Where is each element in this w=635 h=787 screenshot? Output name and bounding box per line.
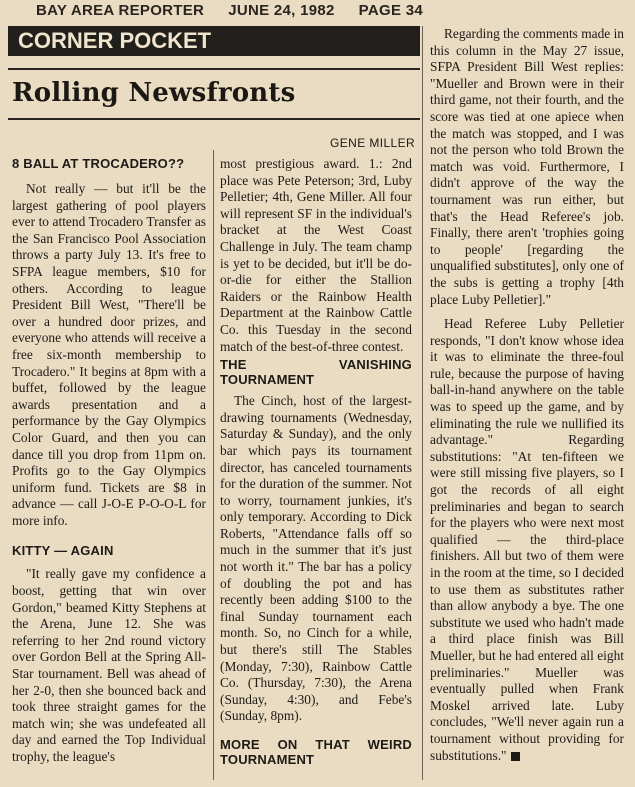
paragraph-bill-west: Regarding the comments made in this column in the May 27 issue, SFPA President Bill West replies: "Mueller and Brown were in their third game, not their fourth, and the score was tied at one apiece when the match was stopped, and I was not the person who told Brown the match was void. Furthermore, I didn't approve of the way the tournament was run either, but that's the Head Referee's job. Finally, there aren't 'trophies going to people' [regarding the unqualified substitutes], only one of the subs is getting a trophy [4th place Luby Pelletier]." — [430, 26, 624, 307]
paragraph-award-continued: most prestigious award. 1.: 2nd place was Pete Peterson; 3rd, Luby Pelletier; 4th, Gene Miller. All four will represent SF in the individual's bracket at the West Coast Challenge in July. The team champ is yet to be decided, but it'll be do-or-die for either the Stallion Raiders or the Rainbow Health Department at the Rainbow Cattle Co. this Tuesday in the second match of the best-of-three contest. — [220, 156, 412, 354]
newspaper-name: BAY AREA REPORTER — [36, 2, 205, 19]
paragraph-kitty: "It really gave my confidence a boost, getting that win over Gordon," beamed Kitty Stephens at the Arena, June 12. She was referring to her 2nd round victory over Gordon Bell at the Spring All-Star tournament. Bell was ahead of her 2-0, then she bounced back and took three straight games for the match win; she was undefeated all day and earned the Top Individual trophy, the league's — [12, 566, 206, 764]
column-banner: CORNER POCKET — [8, 26, 420, 56]
paragraph-luby-pelletier — [430, 316, 624, 764]
masthead — [36, 2, 426, 19]
headline-top-rule — [8, 68, 420, 70]
subhead-8-ball: 8 BALL AT TROCADERO?? — [12, 156, 185, 171]
column-divider-1 — [213, 150, 214, 780]
end-of-story-mark — [511, 752, 520, 761]
paragraph-trocadero: Not really — but it'll be the largest gathering of pool players ever to attend Trocadero Transfer as the San Francisco Pool Association throws a party July 13. It's free to SFPA league members, $10 for others. According to league President Bill West, "There'll be over a hundred door prizes, and everyone who attends will receive a free six-month membership to Trocadero." It begins at 8pm with a buffet, followed by the league awards presentation and a performance by the Gay Olympics Color Guard, and then you can dance till you drop from 11pm on. Profits go to the Gay Olympics uniform fund. Tickets are $8 in advance — call J-O-E P-O-O-L for more info. — [12, 181, 206, 528]
column-middle — [220, 156, 412, 767]
column-right — [430, 26, 624, 764]
byline: GENE MILLER — [330, 136, 416, 150]
subhead-kitty: KITTY — AGAIN — [12, 543, 114, 559]
page-number: PAGE 34 — [358, 2, 424, 19]
issue-date: JUNE 24, 1982 — [228, 2, 335, 19]
headline-bottom-rule — [8, 118, 420, 120]
paragraph-cinch: The Cinch, host of the largest-drawing tournaments (Wednesday, Saturday & Sunday), and the only bar which pays its tournament director, has canceled tournaments for the duration of the summer. Not to worry, tournament junkies, it's only temporary. According to Dick Roberts, "Attendance falls off so much in the summer that it's just not worth it." The bar has a policy of doubling the pot and has recently been adding $100 to the final Sunday tournament each month. So, no Cinch for a while, but there's still The Stables (Monday, 7:30), Rainbow Cattle Co. (Thursday, 7:30), the Arena (Sunday, 4:30), and Febe's (Sunday, 8pm). — [220, 393, 412, 724]
paragraph-luby-text: Head Referee Luby Pelletier responds, "I don't know whose idea it was to eliminate the three-foul rule, because the purpose of having ball-in-hand anywhere on the table was to speed up the game, and by eliminating the rule we nullified its advantage." Regarding substitutions: "At ten-fifteen we were still missing five players, so I got the records of all eight preliminaries and began to search for the players who were next most qualified — the third-place finishers. All but two of them were in the room at the time, so I decided to use them as substitutes rather than allow anybody a bye. The one substitute we used who hadn't made a third place finish was Bill Mueller, but he had entered all eight preliminaries." Mueller was eventually pulled when Frank Moskel arrived late. Luby concludes, "We'll never again run a tournament without providing for substitutions." — [430, 316, 624, 763]
subhead-weird-tournament: MORE ON THAT WEIRD TOURNAMENT — [220, 737, 412, 767]
subhead-vanishing-tournament: THE VANISHING TOURNAMENT — [220, 357, 412, 388]
column-divider-2 — [422, 26, 423, 780]
column-left — [12, 156, 206, 766]
article-headline: Rolling Newsfronts — [12, 78, 296, 108]
